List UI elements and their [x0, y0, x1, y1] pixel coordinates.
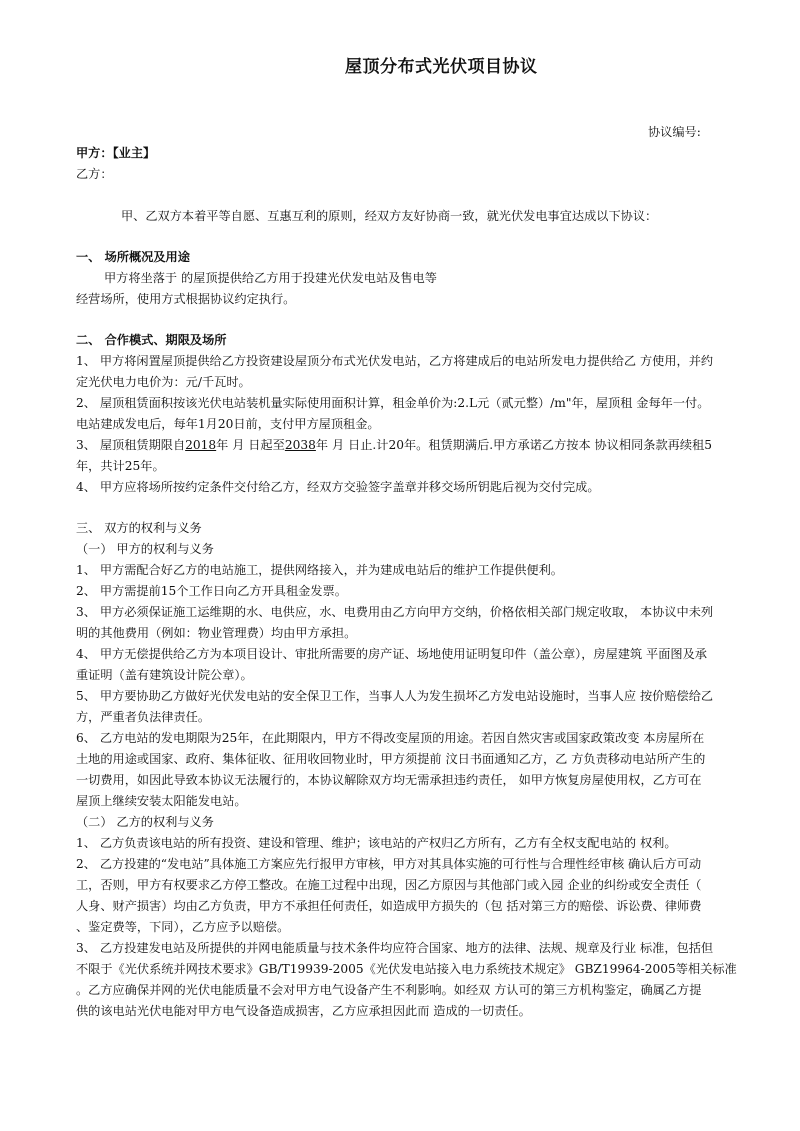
- section-2-item-4: 4、 甲方应将场所按约定条件交付给乙方，经双方交验签字盖章并移交场所钥匙后视为交付完成。: [76, 480, 600, 494]
- section-2-item-1: 1、 甲方将闲置屋顶提供给乙方投资建设屋顶分布式光伏发电站，乙方将建成后的电站所发电力提供给乙 方使用，并约: [76, 354, 714, 368]
- section-3-heading: 三、 双方的权利与义务: [76, 521, 202, 535]
- party-b-duty-3: 3、 乙方投建发电站及所提供的并网电能质量与技术条件均应符合国家、地方的法律、法规、规章及行业 标准，包括但: [76, 941, 714, 955]
- party-a-duty-4: 4、 甲方无偿提供给乙方为本项目设计、审批所需要的房产证、场地使用证明复印件（盖公章），房屋建筑 平面图及承: [76, 647, 707, 661]
- section-1-heading: 一、 场所概况及用途: [76, 250, 190, 264]
- document-title: 屋顶分布式光伏项目协议: [345, 57, 538, 77]
- party-b-duty-3-cont: 不限于《光伏系统并网技术要求》GB/T19939-2005《光伏发电站接入电力系统技术规定》 GBZ19964-2005等相关标准: [76, 962, 737, 976]
- party-a-duty-5: 5、 甲方要协助乙方做好光伏发电站的安全保卫工作，当事人人为发生损坏乙方发电站设施时，当事人应 按价赔偿给乙: [76, 689, 714, 703]
- party-b-duty-2-cont: 人身、财产损害）均由乙方负责，甲方不承担任何责任，如造成甲方损失的（包 括对第三方的赔偿、诉讼费、律师费: [76, 899, 702, 913]
- party-a-duty-3-cont: 明的其他费用（例如：物业管理费）均由甲方承担。: [76, 626, 357, 640]
- lease-term-text: 3、 屋顶租赁期限自: [76, 438, 186, 452]
- section-2-item-2-cont: 电站建成发电后，每年1月20日前，支付甲方屋顶租金。: [76, 417, 380, 431]
- subsection-a-heading: （一） 甲方的权利与义务: [76, 542, 214, 556]
- party-a-duty-6-cont: 土地的用途或国家、政府、集体征收、征用收回物业时，甲方须提前 汶日书面通知乙方，乙 方负责移动电站所产生的: [76, 752, 706, 766]
- party-b-duty-2: 2、 乙方投建的“发电站”具体施工方案应先行报甲方审核，甲方对其具体实施的可行性与合理性经审核 确认后方可动: [76, 857, 702, 871]
- section-2-item-3-cont: 年，共计25年。: [76, 459, 165, 473]
- lease-term-text: 年 月 日止.计20年。租赁期满后.甲方承诺乙方按本 协议相同条款再续租5: [315, 438, 712, 452]
- party-b-line: 乙方：: [76, 167, 113, 181]
- lease-term-text: 年 月 日起至: [216, 438, 285, 452]
- agreement-number-label: 协议编号:: [648, 125, 701, 139]
- lease-end-year: 2038: [284, 438, 316, 452]
- party-a-duty-5-cont: 方，严重者负法律责任。: [76, 710, 211, 724]
- lease-start-year: 2018: [185, 438, 217, 452]
- section-2-item-1-cont: 定光伏电力电价为：元/千瓦时。: [76, 375, 251, 389]
- party-a-duty-1: 1、 甲方需配合好乙方的电站施工，提供网络接入，并为建成电站后的维护工作提供便利。: [76, 563, 563, 577]
- party-a-line: 甲方：【业主】: [76, 146, 156, 160]
- party-a-duty-4-cont: 重证明（盖有建筑设计院公章）。: [76, 668, 253, 682]
- party-a-duty-2: 2、 甲方需提前15个工作日向乙方开具租金发票。: [76, 584, 347, 598]
- subsection-b-heading: （二） 乙方的权利与义务: [76, 815, 214, 829]
- intro-paragraph: 甲、乙双方本着平等自愿、互惠互利的原则，经双方友好协商一致，就光伏发电事宜达成以下协议：: [121, 209, 658, 223]
- party-b-duty-1: 1、 乙方负责该电站的所有投资、建设和管理、维护；该电站的产权归乙方所有，乙方有全权支配电站的 权利。: [76, 836, 677, 850]
- section-1-line: 经营场所，使用方式根据协议约定执行。: [76, 292, 296, 306]
- party-a-duty-6-cont: 一切费用，如因此导致本协议无法履行的，本协议解除双方均无需承担违约责任， 如甲方恢复房屋使用权，乙方可在: [76, 773, 702, 787]
- party-b-duty-3-cont: 。乙方应确保并网的光伏电能质量不会对甲方电气设备产生不利影响。如经双 方认可的第三方机构鉴定，确属乙方提: [76, 983, 702, 997]
- party-b-duty-3-cont: 供的该电站光伏电能对甲方电气设备造成损害，乙方应承担因此而 造成的一切责任。: [76, 1004, 531, 1018]
- party-a-duty-3: 3、 甲方必须保证施工运维期的水、电供应，水、电费用由乙方向甲方交纳，价格依相关部门规定收取， 本协议中未列: [76, 605, 714, 619]
- party-a-duty-6: 6、 乙方电站的发电期限为25年，在此期限内，甲方不得改变屋顶的用途。若因自然灾害或国家政策改变 本房屋所在: [76, 731, 705, 745]
- section-2-item-2: 2、 屋顶租赁面积按该光伏电站装机量实际使用面积计算，租金单价为:2.L元（贰元整）/m"年，屋顶租 金每年一付。: [76, 396, 710, 410]
- section-1-line: 甲方将坐落于 的屋顶提供给乙方用于投建光伏发电站及售电等: [104, 271, 437, 285]
- section-2-heading: 二、 合作模式、期限及场所: [76, 333, 227, 347]
- party-a-duty-6-cont: 屋顶上继续安装太阳能发电站。: [76, 794, 247, 808]
- section-2-item-3: [76, 437, 712, 453]
- party-b-duty-2-cont: 工，否则，甲方有权要求乙方停工整改。在施工过程中出现，因乙方原因与其他部门或入园 企业的纠纷或安全责任（: [76, 878, 702, 892]
- party-b-duty-2-cont: 、鉴定费等，下同），乙方应予以赔偿。: [76, 920, 290, 934]
